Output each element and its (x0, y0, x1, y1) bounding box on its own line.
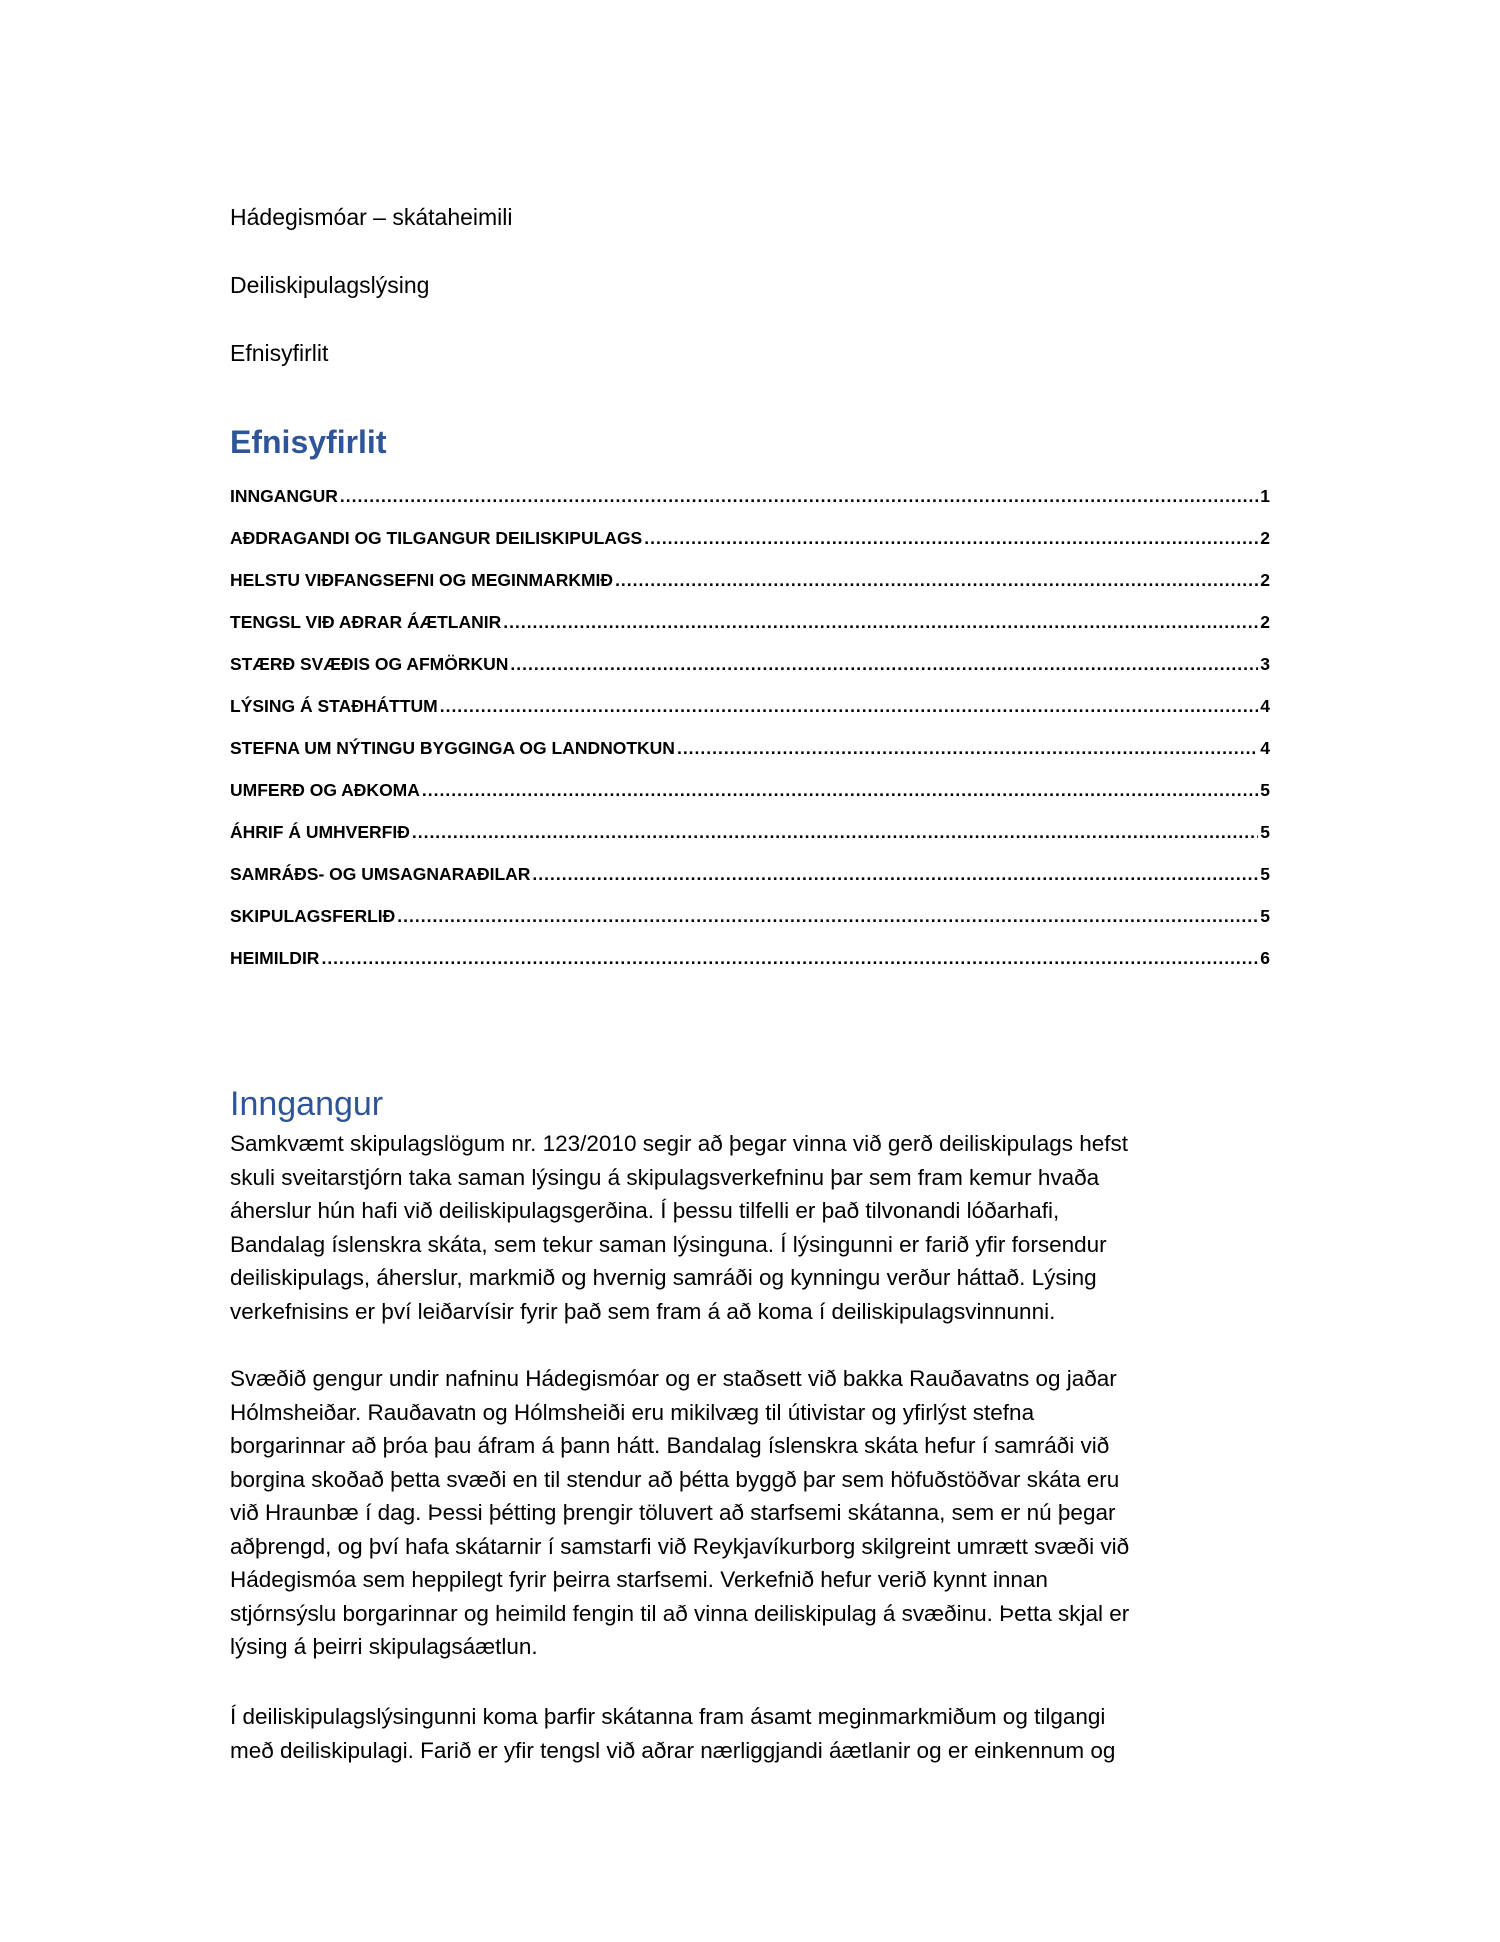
text-line: Svæðið gengur undir nafninu Hádegismóar og er staðsett við bakka Rauðavatns og jaðar (230, 1366, 1117, 1391)
toc-entry-page: 5 (1260, 864, 1270, 884)
toc-entry-label: SAMRÁÐS- OG UMSAGNARAÐILAR (230, 864, 531, 884)
toc-heading: Efnisyfirlit (230, 424, 387, 460)
toc-entry[interactable] (230, 948, 1270, 990)
toc-entry-label: HEIMILDIR (230, 948, 320, 968)
toc-entry-page: 3 (1260, 654, 1270, 674)
toc-entry-label: TENGSL VIÐ AÐRAR ÁÆTLANIR (230, 612, 502, 632)
text-line: borgarinnar að þróa þau áfram á þann hátt. Bandalag íslenskra skáta hefur í samráði við (230, 1433, 1110, 1458)
text-line: deiliskipulags, áherslur, markmið og hvernig samráði og kynningu verður háttað. Lýsing (230, 1265, 1097, 1290)
document-subtitle: Deiliskipulagslýsing (230, 272, 430, 298)
text-line: Í deiliskipulagslýsingunni koma þarfir skátanna fram ásamt meginmarkmiðum og tilgangi (230, 1704, 1106, 1729)
text-line: Hádegismóa sem heppilegt fyrir þeirra starfsemi. Verkefnið hefur verið kynnt innan (230, 1567, 1048, 1592)
toc-entry[interactable] (230, 612, 1270, 654)
toc-leader-dots (677, 738, 1258, 759)
toc-entry-page: 6 (1260, 948, 1270, 968)
toc-entry[interactable] (230, 780, 1270, 822)
toc-leader-dots (340, 486, 1258, 507)
table-of-contents (230, 486, 1270, 990)
toc-entry-label: INNGANGUR (230, 486, 338, 506)
toc-leader-dots (510, 654, 1258, 675)
paragraph (230, 1127, 1310, 1328)
toc-entry-page: 5 (1260, 906, 1270, 926)
toc-entry-label: ÁHRIF Á UMHVERFIÐ (230, 822, 410, 842)
toc-entry-label: STEFNA UM NÝTINGU BYGGINGA OG LANDNOTKUN (230, 738, 675, 758)
toc-leader-dots (503, 612, 1258, 633)
toc-entry[interactable] (230, 486, 1270, 528)
toc-entry-page: 5 (1260, 822, 1270, 842)
toc-entry-label: UMFERÐ OG AÐKOMA (230, 780, 420, 800)
text-line: við Hraunbæ í dag. Þessi þétting þrengir töluvert að starfsemi skátanna, sem er nú þegar (230, 1500, 1116, 1525)
toc-entry-page: 5 (1260, 780, 1270, 800)
toc-entry-page: 1 (1260, 486, 1270, 506)
text-line: skuli sveitarstjórn taka saman lýsingu á skipulagsverkefninu þar sem fram kemur hvaða (230, 1164, 1100, 1190)
toc-entry[interactable] (230, 822, 1270, 864)
toc-entry[interactable] (230, 654, 1270, 696)
toc-leader-dots (321, 948, 1258, 969)
text-line: Hólmsheiðar. Rauðavatn og Hólmsheiði eru mikilvæg til útivistar og yfirlýst stefna (230, 1399, 1035, 1425)
document-title: Hádegismóar – skátaheimili (230, 204, 513, 230)
toc-leader-dots (615, 570, 1258, 591)
toc-entry[interactable] (230, 738, 1270, 780)
text-line: aðþrengd, og því hafa skátarnir í samstarfi við Reykjavíkurborg skilgreint umrætt svæði við (230, 1533, 1130, 1559)
toc-entry-label: STÆRÐ SVÆÐIS OG AFMÖRKUN (230, 654, 509, 674)
toc-entry-label: HELSTU VIÐFANGSEFNI OG MEGINMARKMIÐ (230, 570, 614, 590)
text-line: Samkvæmt skipulagslögum nr. 123/2010 segir að þegar vinna við gerð deiliskipulags hefst (230, 1131, 1129, 1156)
toc-leader-dots (440, 696, 1259, 717)
paragraph (230, 1700, 1310, 1767)
toc-entry[interactable] (230, 906, 1270, 948)
toc-leader-dots (412, 822, 1258, 843)
toc-entry-page: 2 (1260, 612, 1270, 632)
toc-entry[interactable] (230, 864, 1270, 906)
toc-entry-page: 4 (1260, 696, 1270, 716)
text-line: borgina skoðað þetta svæði en til stendur að þétta byggð þar sem höfuðstöðvar skáta eru (230, 1466, 1120, 1492)
toc-entry-page: 4 (1260, 738, 1270, 758)
toc-entry[interactable] (230, 570, 1270, 612)
toc-entry[interactable] (230, 696, 1270, 738)
toc-entry-label: LÝSING Á STAÐHÁTTUM (230, 696, 438, 716)
toc-leader-dots (422, 780, 1258, 801)
toc-entry-label: AÐDRAGANDI OG TILGANGUR DEILISKIPULAGS (230, 528, 643, 548)
toc-label: Efnisyfirlit (230, 340, 329, 366)
toc-leader-dots (397, 906, 1258, 927)
text-line: Bandalag íslenskra skáta, sem tekur saman lýsinguna. Í lýsingunni er farið yfir forsendur (230, 1231, 1107, 1257)
toc-entry[interactable] (230, 528, 1270, 570)
toc-entry-label: SKIPULAGSFERLIÐ (230, 906, 396, 926)
text-line: verkefnisins er því leiðarvísir fyrir það sem fram á að koma í deiliskipulagsvinnunni. (230, 1298, 1056, 1324)
text-line: áherslur hún hafi við deiliskipulagsgerðina. Í þessu tilfelli er það tilvonandi lóðarhafi, (230, 1198, 1060, 1223)
toc-entry-page: 2 (1260, 570, 1270, 590)
section-heading: Inngangur (230, 1085, 384, 1123)
paragraph (230, 1362, 1310, 1664)
toc-entry-page: 2 (1260, 528, 1270, 548)
text-line: með deiliskipulagi. Farið er yfir tengsl við aðrar nærliggjandi áætlanir og er einkennum og (230, 1737, 1116, 1763)
text-line: lýsing á þeirri skipulagsáætlun. (230, 1634, 538, 1659)
toc-leader-dots (532, 864, 1258, 885)
text-line: stjórnsýslu borgarinnar og heimild fengin til að vinna deiliskipulag á svæðinu. Þetta skjal er (230, 1600, 1130, 1626)
toc-leader-dots (644, 528, 1258, 549)
